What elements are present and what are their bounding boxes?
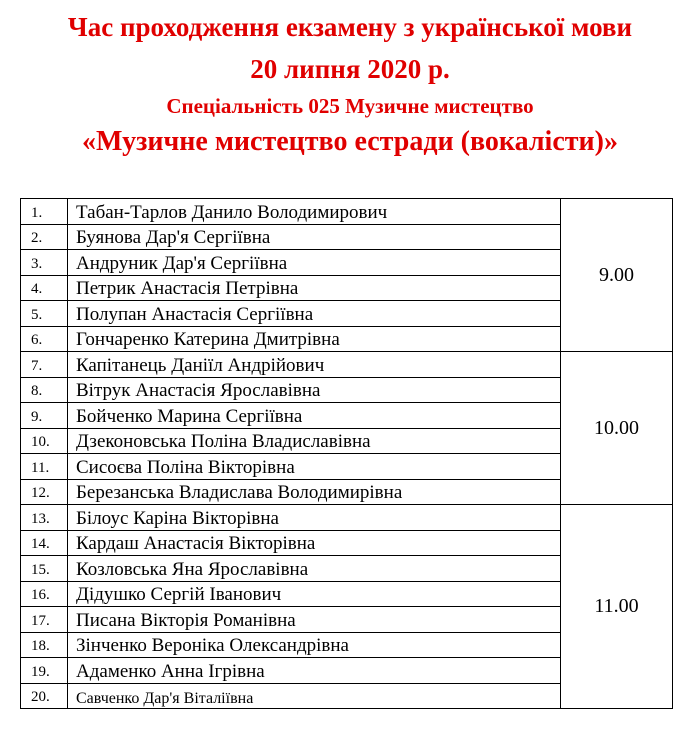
row-number: 14. — [21, 530, 68, 556]
exam-time: 9.00 — [561, 199, 673, 352]
student-name: Білоус Каріна Вікторівна — [68, 505, 561, 531]
row-number: 1. — [21, 199, 68, 225]
exam-date: 20 липня 2020 р. — [250, 54, 450, 84]
student-name: Адаменко Анна Ігрівна — [68, 658, 561, 684]
row-number: 16. — [21, 581, 68, 607]
schedule-body — [21, 199, 673, 709]
row-number: 15. — [21, 556, 68, 582]
student-name: Березанська Владислава Володимирівна — [68, 479, 561, 505]
student-name: Вітрук Анастасія Ярославівна — [68, 377, 561, 403]
student-name: Зінченко Вероніка Олександрівна — [68, 632, 561, 658]
row-number: 18. — [21, 632, 68, 658]
student-name: Дідушко Сергій Іванович — [68, 581, 561, 607]
row-number: 19. — [21, 658, 68, 684]
row-number: 13. — [21, 505, 68, 531]
row-number: 7. — [21, 352, 68, 378]
student-name: Капітанець Даніїл Андрійович — [68, 352, 561, 378]
table-row — [21, 199, 673, 225]
student-name: Андруник Дар'я Сергіївна — [68, 250, 561, 276]
schedule-table — [20, 198, 673, 709]
row-number: 3. — [21, 250, 68, 276]
student-name: Табан-Тарлов Данило Володимирович — [68, 199, 561, 225]
table-row — [21, 505, 673, 531]
exam-time: 10.00 — [561, 352, 673, 505]
row-number: 4. — [21, 275, 68, 301]
program-name: «Музичне мистецтво естради (вокалісти)» — [82, 126, 618, 157]
exam-time: 11.00 — [561, 505, 673, 709]
row-number: 5. — [21, 301, 68, 327]
student-name: Дзеконовська Поліна Владиславівна — [68, 428, 561, 454]
student-name: Гончаренко Катерина Дмитрівна — [68, 326, 561, 352]
student-name: Кардаш Анастасія Вікторівна — [68, 530, 561, 556]
student-name: Полупан Анастасія Сергіївна — [68, 301, 561, 327]
student-name: Писана Вікторія Романівна — [68, 607, 561, 633]
student-name: Савченко Дар'я Віталіївна — [68, 683, 561, 709]
row-number: 12. — [21, 479, 68, 505]
student-name: Сисоєва Поліна Вікторівна — [68, 454, 561, 480]
row-number: 6. — [21, 326, 68, 352]
student-name: Козловська Яна Ярославівна — [68, 556, 561, 582]
row-number: 8. — [21, 377, 68, 403]
document-title: Час проходження екзамену з української мови — [67, 12, 633, 42]
row-number: 17. — [21, 607, 68, 633]
specialty-line: Спеціальність 025 Музичне мистецтво — [166, 94, 534, 118]
row-number: 2. — [21, 224, 68, 250]
student-name: Буянова Дар'я Сергіївна — [68, 224, 561, 250]
table-row — [21, 352, 673, 378]
row-number: 20. — [21, 683, 68, 709]
student-name: Бойченко Марина Сергіївна — [68, 403, 561, 429]
row-number: 10. — [21, 428, 68, 454]
row-number: 11. — [21, 454, 68, 480]
row-number: 9. — [21, 403, 68, 429]
student-name: Петрик Анастасія Петрівна — [68, 275, 561, 301]
